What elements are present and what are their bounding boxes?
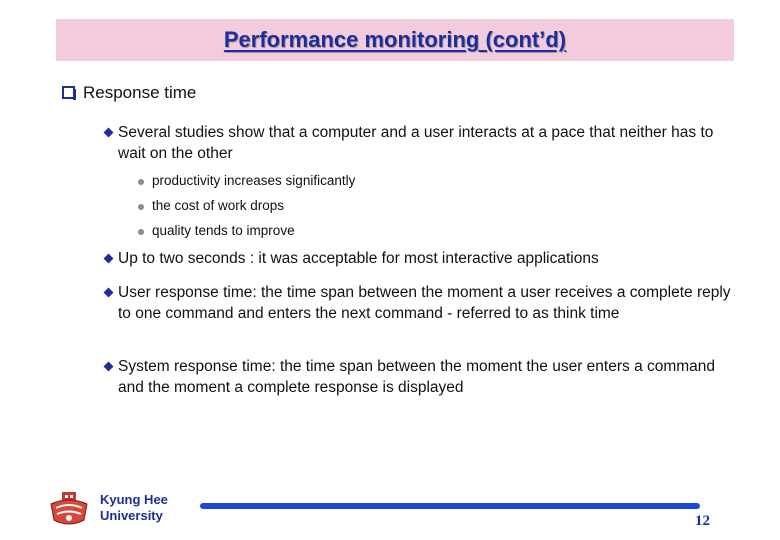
bullet-text: Up to two seconds : it was acceptable for most interactive applications	[118, 250, 599, 267]
subbullet-item	[138, 198, 284, 213]
title-bar	[56, 19, 734, 61]
checkbox-icon	[62, 86, 75, 99]
bullet-text: System response time: the time span between the moment the user enters a command and the moment a complete response is displayed	[118, 358, 716, 396]
subbullet-item	[138, 173, 355, 188]
slide-title: Performance monitoring (cont’d)	[223, 27, 567, 52]
bullet-item	[103, 282, 733, 324]
subbullet-text: the cost of work drops	[152, 198, 285, 213]
subbullet-text: quality tends to improve	[152, 223, 295, 238]
bullet-item	[103, 356, 733, 398]
university-name-line1: Kyung Hee	[100, 492, 168, 507]
footer-divider	[200, 503, 700, 509]
bullet-text: Several studies show that a computer and a user interacts at a pace that neither has to wait on the other	[118, 124, 714, 162]
subbullet-text: productivity increases significantly	[152, 173, 356, 188]
section-heading-text: Response time	[83, 83, 197, 102]
university-crest-icon	[48, 490, 90, 528]
bullet-text: User response time: the time span between the moment a user receives a complete reply to one command and enters the next command - referred to as think time	[118, 284, 731, 322]
diamond-icon	[104, 362, 114, 372]
diamond-icon	[104, 254, 114, 264]
section-heading	[62, 83, 196, 103]
bullet-item	[103, 248, 733, 269]
diamond-icon	[104, 128, 114, 138]
subbullet-item	[138, 223, 295, 238]
bullet-item	[103, 122, 733, 164]
university-name-line2: University	[100, 508, 163, 523]
dot-icon	[138, 179, 144, 185]
page-number: 12	[695, 513, 710, 529]
university-name	[100, 492, 168, 524]
dot-icon	[138, 229, 144, 235]
diamond-icon	[104, 288, 114, 298]
dot-icon	[138, 204, 144, 210]
